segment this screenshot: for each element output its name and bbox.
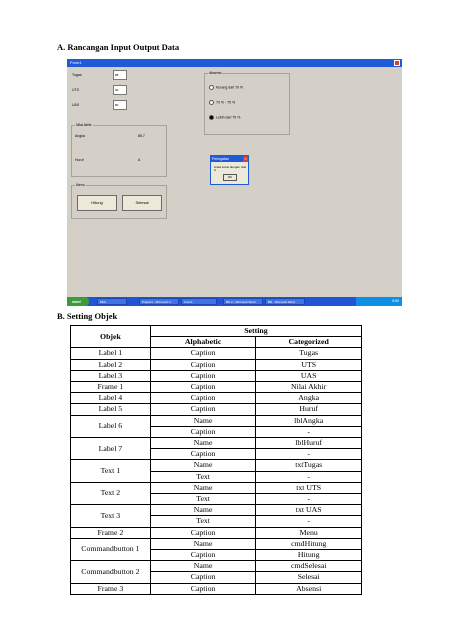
form-screenshot xyxy=(67,59,402,306)
table-body xyxy=(71,348,362,594)
taskbar-item[interactable]: MDL xyxy=(97,298,127,305)
cell-categorized: Hitung xyxy=(256,550,362,561)
radio-selected-icon xyxy=(209,115,214,120)
table-row xyxy=(71,404,362,415)
message-close-icon[interactable]: × xyxy=(244,156,247,161)
radio-absensi-2[interactable]: 70 % - 75 % xyxy=(209,100,235,105)
hitung-button[interactable]: Hitung xyxy=(77,195,117,211)
cell-categorized: Menu xyxy=(256,527,362,538)
cell-alphabetic: Caption xyxy=(150,359,256,370)
cell-objek: Frame 1 xyxy=(71,382,151,393)
cell-objek: Frame 3 xyxy=(71,583,151,594)
window-titlebar xyxy=(67,59,402,67)
cell-alphabetic: Name xyxy=(150,505,256,516)
cell-alphabetic: Caption xyxy=(150,449,256,460)
taskbar-item[interactable]: BD - Microsoft Word xyxy=(265,298,305,305)
cell-alphabetic: Caption xyxy=(150,382,256,393)
cell-categorized: cmdSelesai xyxy=(256,561,362,572)
radio-absensi-1[interactable]: Kurang dari 70 % xyxy=(209,85,243,90)
frame-menu xyxy=(71,185,167,219)
cell-categorized: txt UAS xyxy=(256,505,362,516)
cell-alphabetic: Text xyxy=(150,494,256,505)
cell-objek: Label 4 xyxy=(71,393,151,404)
cell-objek: Text 2 xyxy=(71,482,151,504)
cell-alphabetic: Name xyxy=(150,561,256,572)
frame-nilai-akhir xyxy=(71,125,167,177)
tray-clock: 8:56 xyxy=(392,299,399,303)
cell-categorized: txtTugas xyxy=(256,460,362,471)
cell-objek: Text 1 xyxy=(71,460,151,482)
cell-alphabetic: Name xyxy=(150,482,256,493)
taskbar xyxy=(67,297,402,306)
table-row xyxy=(71,438,362,449)
text-uts[interactable]: 90 xyxy=(113,85,127,95)
table-row xyxy=(71,505,362,516)
table-row xyxy=(71,561,362,572)
radio-icon xyxy=(209,85,214,90)
cell-alphabetic: Text xyxy=(150,516,256,527)
label-uas: UAS xyxy=(72,103,80,107)
taskbar-item[interactable]: Form1 xyxy=(181,298,217,305)
cell-alphabetic: Caption xyxy=(150,348,256,359)
cell-objek: Label 1 xyxy=(71,348,151,359)
window-title: Form1 xyxy=(70,60,82,65)
cell-alphabetic: Caption xyxy=(150,527,256,538)
heading-a: A. Rancangan Input Output Data xyxy=(57,42,180,52)
cell-categorized: UAS xyxy=(256,370,362,381)
cell-alphabetic: Caption xyxy=(150,370,256,381)
message-box-title: Peringatan xyxy=(211,156,248,162)
label-huruf: Huruf xyxy=(75,158,84,162)
cell-categorized: Angka xyxy=(256,393,362,404)
heading-b: B. Setting Objek xyxy=(57,311,118,321)
header-objek: Objek xyxy=(71,326,151,348)
cell-objek: Commandbutton 2 xyxy=(71,561,151,583)
cell-alphabetic: Name xyxy=(150,438,256,449)
cell-alphabetic: Text xyxy=(150,471,256,482)
table-row xyxy=(71,538,362,549)
cell-categorized: UTS xyxy=(256,359,362,370)
cell-categorized: Selesai xyxy=(256,572,362,583)
cell-alphabetic: Caption xyxy=(150,393,256,404)
setting-objek-table xyxy=(70,325,362,595)
header-alphabetic: Alphabetic xyxy=(150,337,256,348)
frame-absensi xyxy=(204,73,290,135)
cell-alphabetic: Name xyxy=(150,538,256,549)
table-row xyxy=(71,359,362,370)
table-row xyxy=(71,370,362,381)
lbl-huruf-value: A xyxy=(138,158,141,162)
table-row xyxy=(71,460,362,471)
table-row xyxy=(71,393,362,404)
cell-categorized: - xyxy=(256,426,362,437)
label-tugas: Tugas xyxy=(72,73,82,77)
cell-objek: Label 3 xyxy=(71,370,151,381)
table-row xyxy=(71,415,362,426)
text-uas[interactable]: 80 xyxy=(113,100,127,110)
cell-objek: Text 3 xyxy=(71,505,151,527)
radio-icon xyxy=(209,100,214,105)
header-setting: Setting xyxy=(150,326,361,337)
table-row xyxy=(71,527,362,538)
label-angka: Angka xyxy=(75,134,85,138)
cell-categorized: Absensi xyxy=(256,583,362,594)
frame-absensi-caption: Absensi xyxy=(209,71,222,75)
message-ok-button[interactable]: OK xyxy=(223,174,237,181)
radio-absensi-3[interactable]: Lebih dari 75 % xyxy=(209,115,240,120)
cell-categorized: Tugas xyxy=(256,348,362,359)
cell-categorized: cmdHitung xyxy=(256,538,362,549)
cell-objek: Commandbutton 1 xyxy=(71,538,151,560)
cell-objek: Label 2 xyxy=(71,359,151,370)
cell-alphabetic: Caption xyxy=(150,550,256,561)
cell-objek: Label 5 xyxy=(71,404,151,415)
table-row xyxy=(71,583,362,594)
cell-alphabetic: Caption xyxy=(150,583,256,594)
start-button[interactable]: start xyxy=(67,297,89,306)
table-row xyxy=(71,482,362,493)
taskbar-item[interactable]: BD 2 - Microsoft Word xyxy=(223,298,263,305)
selesai-button[interactable]: Selesai xyxy=(122,195,162,211)
table-row xyxy=(71,382,362,393)
close-icon[interactable] xyxy=(394,60,400,66)
table-row xyxy=(71,348,362,359)
header-categorized: Categorized xyxy=(256,337,362,348)
taskbar-item[interactable]: Project1 - Microsoft V... xyxy=(139,298,179,305)
cell-alphabetic: Name xyxy=(150,415,256,426)
cell-alphabetic: Caption xyxy=(150,426,256,437)
cell-alphabetic: Name xyxy=(150,460,256,471)
cell-objek: Frame 2 xyxy=(71,527,151,538)
system-tray xyxy=(356,297,402,306)
cell-categorized: - xyxy=(256,449,362,460)
cell-categorized: - xyxy=(256,471,362,482)
cell-categorized: lblAngka xyxy=(256,415,362,426)
cell-categorized: Nilai Akhir xyxy=(256,382,362,393)
cell-categorized: txt UTS xyxy=(256,482,362,493)
lbl-angka-value: 85.7 xyxy=(138,134,145,138)
cell-alphabetic: Caption xyxy=(150,404,256,415)
frame-menu-caption: Menu xyxy=(76,183,85,187)
message-box xyxy=(210,155,249,185)
cell-categorized: Huruf xyxy=(256,404,362,415)
message-box-text: Anda Lulus dengan nilai A xyxy=(214,165,247,172)
cell-alphabetic: Caption xyxy=(150,572,256,583)
cell-categorized: - xyxy=(256,516,362,527)
frame-nilai-caption: Nilai Akhir xyxy=(76,123,92,127)
cell-objek: Label 6 xyxy=(71,415,151,437)
cell-objek: Label 7 xyxy=(71,438,151,460)
cell-categorized: lblHuruf xyxy=(256,438,362,449)
label-uts: UTS xyxy=(72,88,79,92)
text-tugas[interactable]: 88 xyxy=(113,70,127,80)
cell-categorized: - xyxy=(256,494,362,505)
